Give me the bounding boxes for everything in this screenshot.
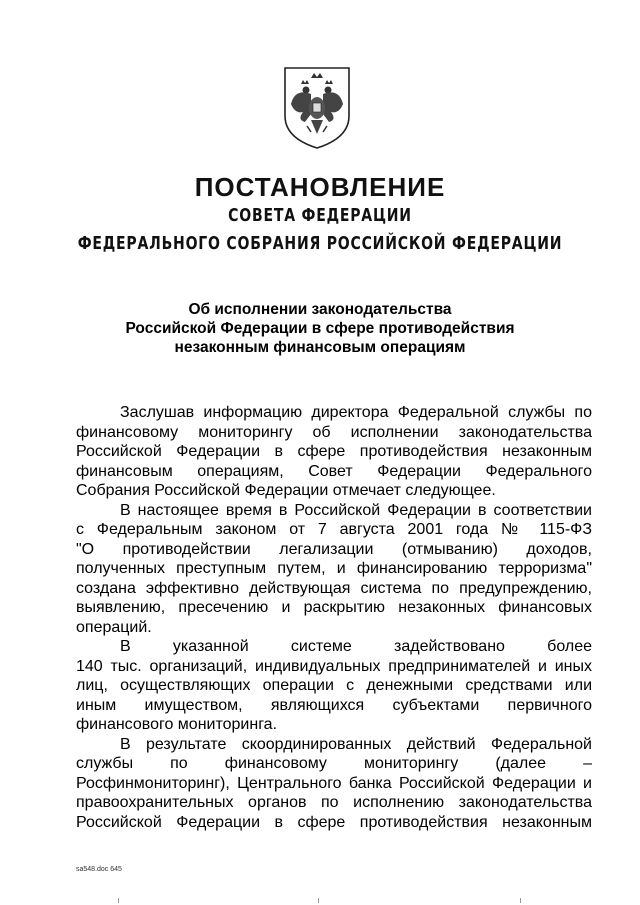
body-line: "О противодействии легализации (отмыванию) доходов, [76,540,592,558]
scan-mark [520,898,521,903]
issuer-line-2: ФЕДЕРАЛЬНОГО СОБРАНИЯ РОССИЙСКОЙ ФЕДЕРАЦИИ [77,233,563,254]
body-line: полученных преступным путем, и финансированию терроризма" [76,560,592,577]
body-line: службы по финансовому мониторингу (далее – [76,755,592,772]
body-line: В настоящее время в Российской Федерации в соответствии [120,501,592,519]
document-body [76,403,592,832]
subject-line-3: незаконным финансовым операциям [174,339,466,356]
scan-mark [318,898,319,903]
body-line: правоохранительных органов по исполнению законодательства [76,794,592,811]
body-line: 140 тыс. организаций, индивидуальных предпринимателей и иных [76,657,592,675]
scan-mark [118,898,119,903]
body-line: выявлению, пресечению и раскрытию незаконных финансовых [76,599,592,616]
body-line: создана эффективно действующая система по предупреждению, [76,579,592,597]
document-title: ПОСТАНОВЛЕНИЕ [194,172,446,202]
subject-line-1: Об исполнении законодательства [188,301,452,318]
body-line: Росфинмониторинг), Центрального банка Российской Федерации и [76,774,592,792]
body-line: В указанной системе задействовано более [120,638,592,655]
body-line: финансовому мониторингу об исполнении законодательства [76,423,592,441]
file-reference: sa548.doc 645 [76,866,122,873]
coat-of-arms-emblem-icon [281,64,353,150]
subject-line-2: Российской Федерации в сфере противодействия [125,320,515,337]
body-line: В результате скоординированных действий Федеральной [120,735,592,753]
document-subject [90,300,550,357]
body-line: с Федеральным законом от 7 августа 2001 года № 115-ФЗ [76,521,592,538]
body-line: Российской Федерации в сфере противодействия незаконным [76,443,592,460]
issuer-line-1: СОВЕТА ФЕДЕРАЦИИ [228,205,412,226]
body-line: финансового мониторинга. [76,716,278,733]
body-line: финансовым операциям, Совет Федерации Федерального [76,462,592,480]
body-line: операций. [76,618,152,636]
body-line: Российской Федерации в сфере противодействия незаконным [76,813,592,831]
body-line: иным имуществом, являющихся субъектами первичного [76,696,592,714]
body-line: Заслушав информацию директора Федеральной службы по [120,404,592,421]
body-line: Собрания Российской Федерации отмечает следующее. [76,482,496,499]
body-line: лиц, осуществляющих операции с денежными средствами или [76,677,592,694]
